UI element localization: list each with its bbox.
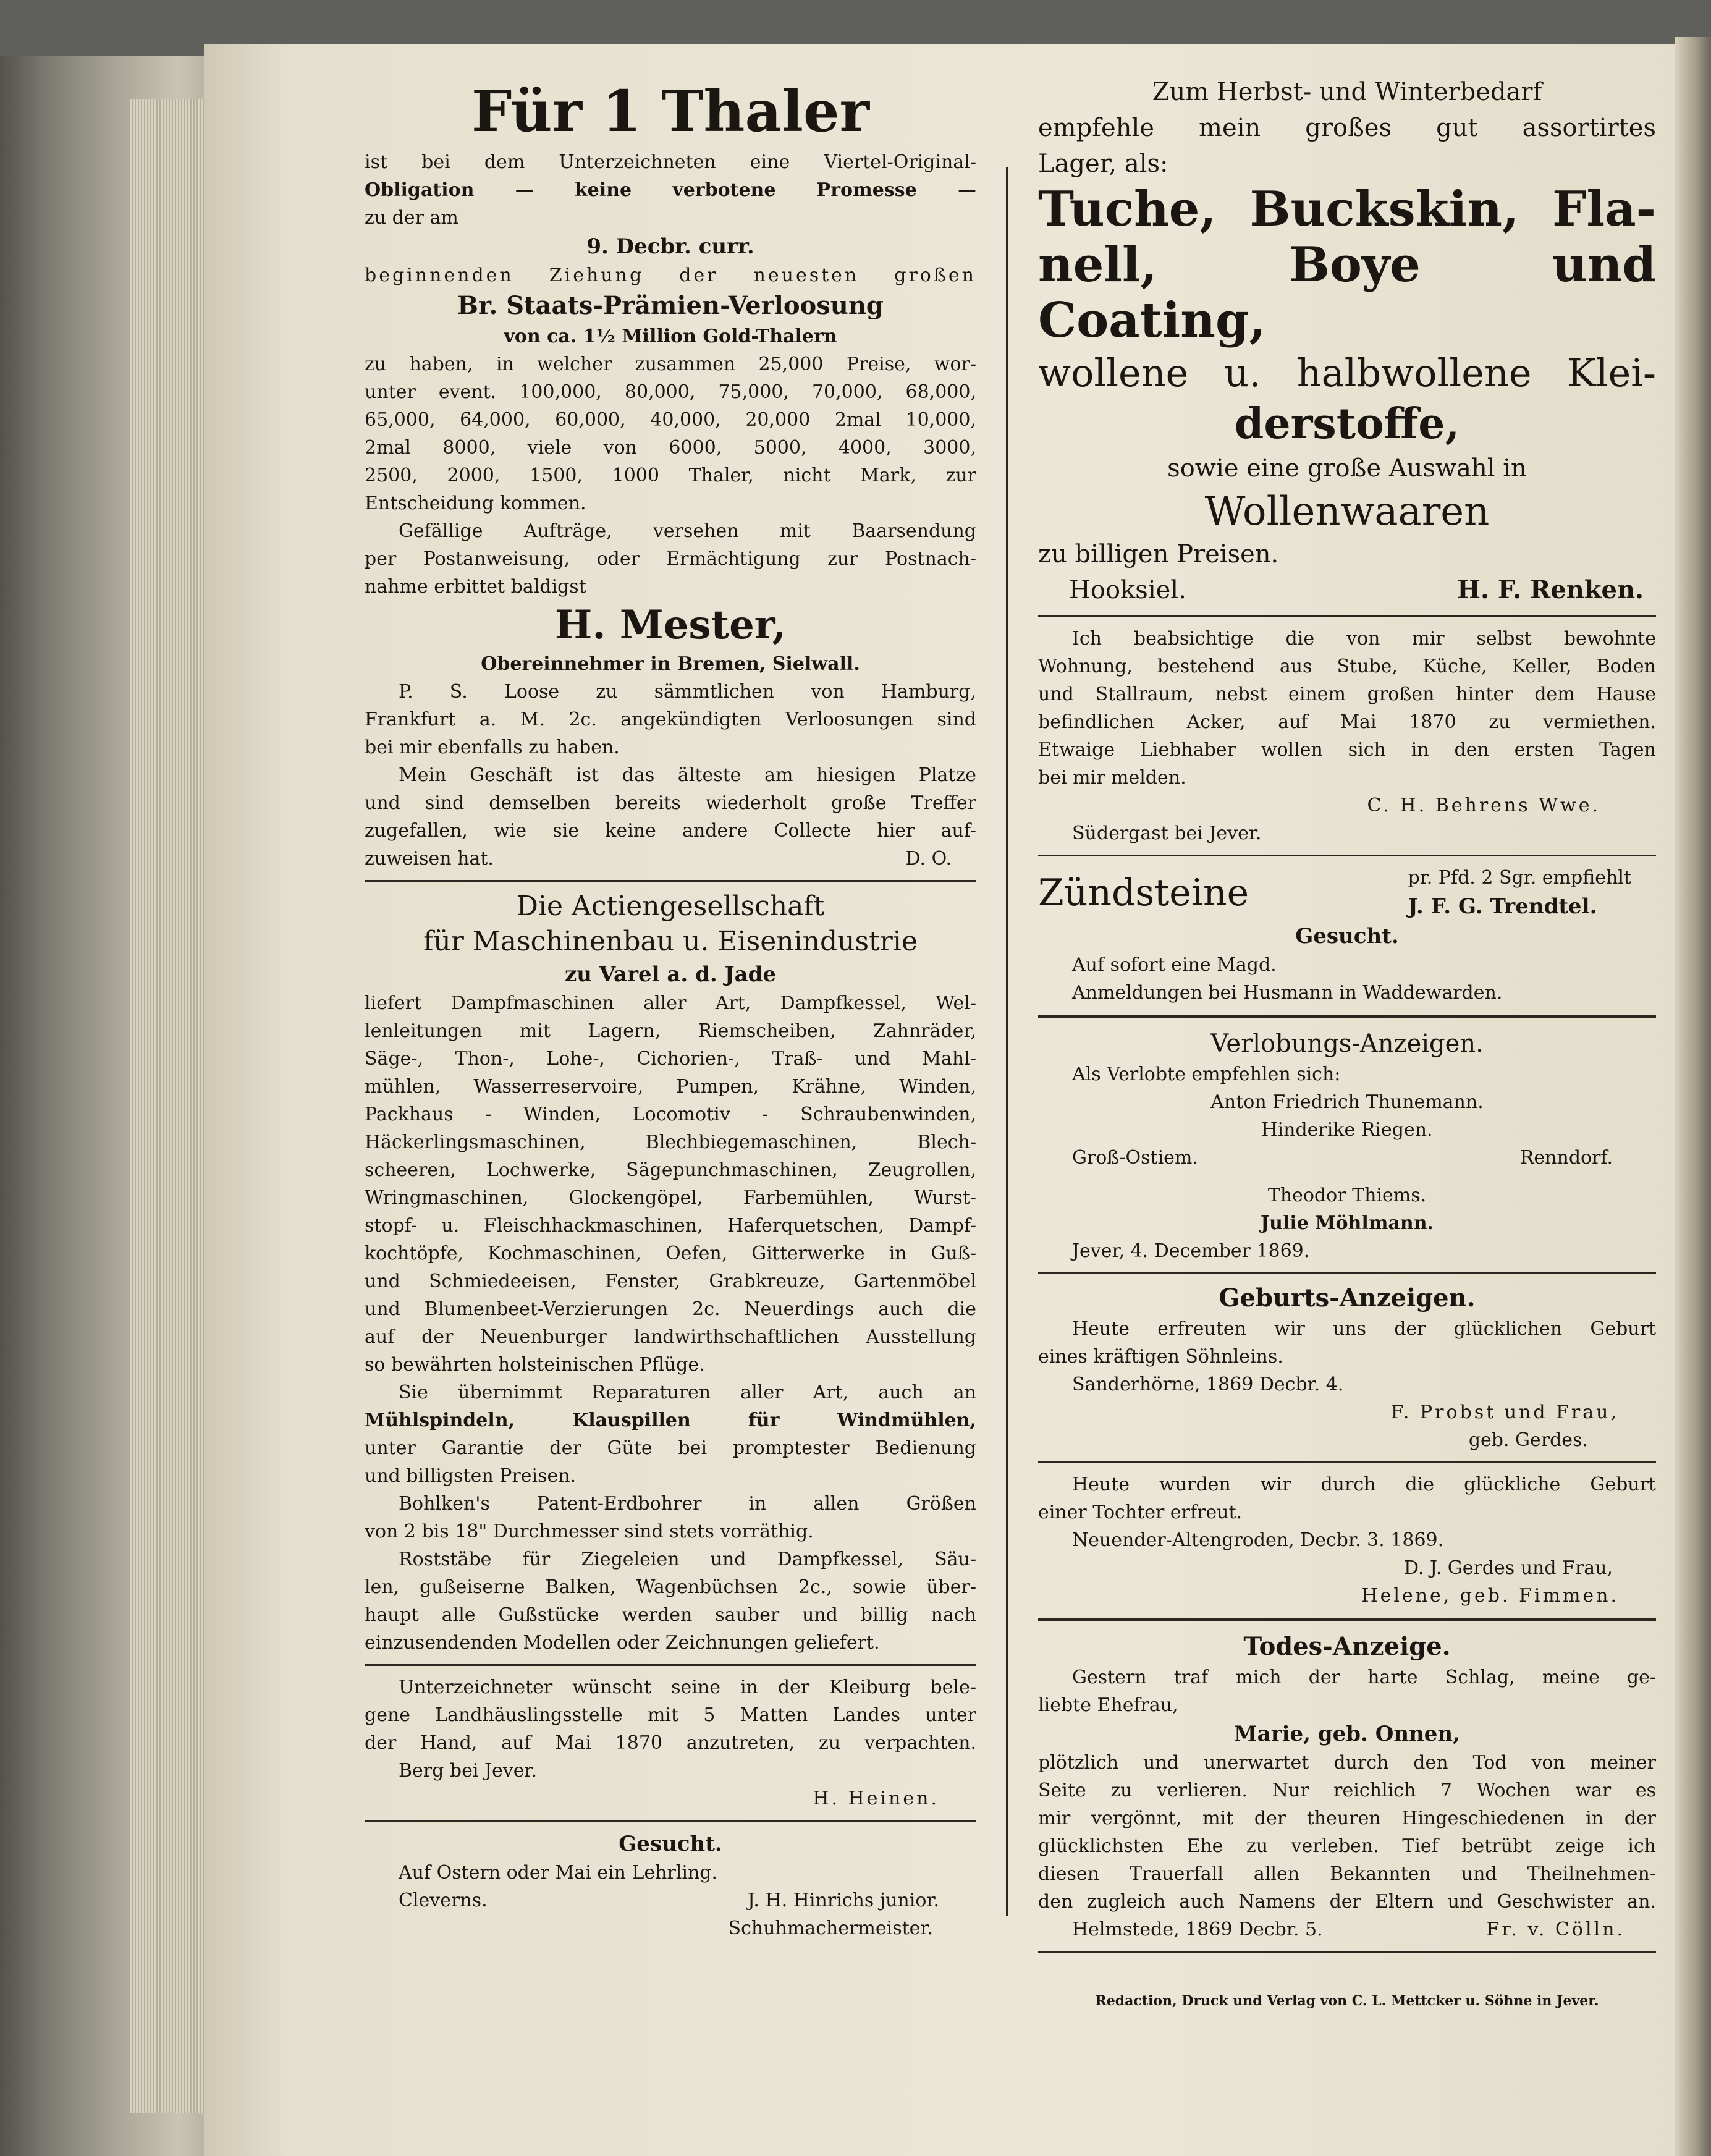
separator-rule [1038,855,1656,856]
lottery-title: Für 1 Thaler [471,78,870,145]
text-line: so bewährten holsteinischen Pflüge. [365,1354,705,1376]
text-line: auf der Neuenburger landwirthschaftlichen Ausstellung [365,1326,976,1348]
shop-signature-row [1038,572,1656,608]
text-line: diesen Trauerfall allen Bekannten und Theilnehmen- [1038,1863,1656,1885]
text-line: und billigsten Preisen. [365,1465,577,1487]
text-line: Heute erfreuten wir uns der glücklichen Geburt [1072,1318,1656,1340]
text-line: einer Tochter erfreut. [1038,1502,1243,1523]
separator-rule [365,1664,976,1666]
text-line: liefert Dampfmaschinen aller Art, Dampfkessel, Wel- [365,992,976,1014]
birth-notice-1 [1038,1315,1656,1454]
text-line: Lager, als: [1038,150,1168,178]
goods-line: zu billigen Preisen. [1038,540,1279,569]
goods-line: derstoffe, [1234,399,1460,449]
text-line: den zugleich auch Namens der Eltern und Geschwister an. [1038,1891,1656,1913]
text-line: unter Garantie der Güte bei promptester Bedienung [365,1437,976,1459]
engaged-notice [1038,1060,1656,1265]
separator-rule [1038,1272,1656,1274]
lottery-name: Br. Staats-Prämien-Verloosung [457,291,884,320]
signature: J. F. G. Trendtel. [1408,894,1597,919]
separator-rule [365,880,976,882]
matches-notice [1038,864,1656,921]
right-column [1038,74,1656,1961]
signature: geb. Gerdes. [1468,1429,1588,1451]
text-line: glücklichsten Ehe zu verleben. Tief betrübt zeige ich [1038,1835,1656,1857]
text-line: Roststäbe für Ziegeleien und Dampfkessel, Säu- [399,1549,976,1570]
column-divider [1006,167,1008,1916]
text-line: Auf sofort eine Magd. [1072,954,1277,976]
signature: D. O. [905,848,952,869]
advertiser-name: H. Mester, [554,602,787,648]
separator-rule [1038,1015,1656,1018]
place-line: Renndorf. [1519,1147,1613,1169]
text-line: unter event. 100,000, 80,000, 75,000, 70,000, 68,000, [365,381,976,403]
signature-title: Schuhmachermeister. [728,1917,933,1939]
maid-title: Gesucht. [1295,924,1399,949]
birth-notice-2 [1038,1471,1656,1610]
postscript [365,678,976,873]
goods-line: wollene u. halbwollene Klei- [1038,350,1656,395]
text-line: Wringmaschinen, Glockengöpel, Farbemühlen, Wurst- [365,1187,976,1209]
signature: Helene, geb. Fimmen. [1361,1585,1619,1607]
signature: D. J. Gerdes und Frau, [1403,1557,1613,1579]
name-line: Anton Friedrich Thunemann. [1210,1091,1484,1113]
name-line: Theodor Thiems. [1267,1185,1427,1206]
text-line: mühlen, Wasserreservoire, Pumpen, Krähne, Winden, [365,1076,976,1097]
text-line: und Schmiedeeisen, Fenster, Grabkreuze, Gartenmöbel [365,1270,976,1292]
prize-list [365,350,976,517]
imprint: Redaction, Druck und Verlag von C. L. Mettcker u. Söhne in Jever. [1095,1993,1599,2009]
left-column [365,74,976,1942]
text-line: und sind demselben bereits wiederholt große Treffer [365,792,976,814]
text-line: pr. Pfd. 2 Sgr. empfiehlt [1408,867,1631,889]
text-line: Wohnung, bestehend aus Stube, Küche, Keller, Boden [1038,656,1656,677]
matches-title: Zündsteine [1038,871,1249,915]
place-line: Cleverns. [399,1890,488,1911]
text-line: eines kräftigen Söhnleins. [1038,1346,1283,1368]
goods-line: nell, Boye und Coating, [1038,237,1656,349]
text-line: stopf- u. Fleischhackmaschinen, Haferquetschen, Dampf- [365,1215,976,1237]
goods-list [1038,182,1656,349]
separator-rule [365,1820,976,1822]
text-line: Mühlspindeln, Klauspillen für Windmühlen, [365,1410,976,1431]
text-line: Frankfurt a. M. 2c. angekündigten Verloosungen sind [365,709,976,730]
orders-text [365,517,976,601]
text-line: nahme erbittet baldigst [365,576,586,598]
text-line: haupt alle Gußstücke werden sauber und billig nach [365,1604,976,1626]
text-line: Anmeldungen bei Husmann in Waddewarden. [1072,982,1503,1004]
separator-rule [1038,1461,1656,1463]
text-line: Auf Ostern oder Mai ein Lehrling. [399,1862,718,1883]
separator-rule [1038,1618,1656,1621]
name-line: Hinderike Riegen. [1261,1119,1433,1141]
signature: H. Heinen. [813,1788,939,1809]
engaged-title: Verlobungs-Anzeigen. [1210,1029,1484,1058]
text-line: Heute wurden wir durch die glückliche Geburt [1072,1474,1656,1495]
lottery-intro [365,148,976,232]
goods-line: sowie eine große Auswahl in [1167,454,1527,483]
text-line: der Hand, auf Mai 1870 anzutreten, zu verpachten. [365,1732,976,1754]
text-line: plötzlich und unerwartet durch den Tod von meiner [1038,1752,1656,1773]
place-line: Neuender-Altengroden, Decbr. 3. 1869. [1072,1529,1444,1551]
page-edges [130,99,210,2113]
text-line: Zum Herbst- und Winterbedarf [1152,78,1542,106]
text-line: ist bei dem Unterzeichneten eine Viertel-Original- [365,151,976,173]
drawing-date: 9. Decbr. curr. [586,234,754,259]
text-line: per Postanweisung, oder Ermächtigung zur Postnach- [365,548,976,570]
text-line: kochtöpfe, Kochmaschinen, Oefen, Gitterwerke in Guß- [365,1243,976,1264]
maid-notice [1038,951,1656,1007]
text-line: empfehle mein großes gut assortirtes [1038,114,1656,142]
goods-line: Tuche, Buckskin, Fla- [1038,181,1656,237]
text-line: Sie übernimmt Reparaturen aller Art, auch an [399,1382,976,1403]
text-line: Gestern traf mich der harte Schlag, meine ge- [1072,1667,1656,1688]
name-line: Julie Möhlmann. [1260,1212,1434,1234]
right-page-edge [1675,37,1711,2156]
text-line: bei mir ebenfalls zu haben. [365,737,620,758]
text-line: Unterzeichneter wünscht seine in der Kleiburg bele- [399,1676,976,1698]
date-line: Jever, 4. December 1869. [1072,1240,1310,1262]
death-notice [1038,1664,1656,1943]
signature: Fr. v. Cölln. [1486,1919,1625,1940]
signature: H. F. Renken. [1457,575,1644,604]
place-line: Hooksiel. [1069,576,1186,604]
text-line: von 2 bis 18" Durchmesser sind stets vorräthig. [365,1521,814,1542]
text-line: beginnenden Ziehung der neuesten großen [365,264,976,286]
text-line: Bohlken's Patent-Erdbohrer in allen Größen [399,1493,976,1515]
text-line: liebte Ehefrau, [1038,1694,1178,1716]
lease-notice [365,1673,976,1812]
text-line: und Blumenbeet-Verzierungen 2c. Neuerdings auch die [365,1298,976,1320]
place-line: Helmstede, 1869 Decbr. 5. [1072,1919,1323,1940]
text-line: zu haben, in welcher zusammen 25,000 Preise, wor- [365,353,976,375]
separator-rule [1038,615,1656,617]
advertiser-title: Obereinnehmer in Bremen, Sielwall. [481,653,860,675]
text-line: Säge-, Thon-, Lohe-, Cichorien-, Traß- und Mahl- [365,1048,976,1070]
lottery-subtitle: von ca. 1½ Million Gold-Thalern [504,326,837,347]
text-line: len, gußeiserne Balken, Wagenbüchsen 2c., sowie über- [365,1576,976,1598]
birth-title: Geburts-Anzeigen. [1219,1283,1476,1313]
text-line: Packhaus - Winden, Locomotiv - Schraubenwinden, [365,1104,976,1125]
separator-rule [1038,1951,1656,1953]
text-line: gene Landhäuslingsstelle mit 5 Matten Landes unter [365,1704,976,1726]
company-body [365,989,976,1657]
place-line: Südergast bei Jever. [1072,822,1262,844]
deceased-name: Marie, geb. Onnen, [1234,1722,1460,1746]
text-line: Häckerlingsmaschinen, Blechbiegemaschinen, Blech- [365,1131,976,1153]
company-place: zu Varel a. d. Jade [564,962,777,987]
death-title: Todes-Anzeige. [1243,1632,1451,1661]
text-line: P. S. Loose zu sämmtlichen von Hamburg, [399,681,976,703]
text-line: Ich beabsichtige die von mir selbst bewohnte [1072,628,1656,649]
text-line: Etwaige Liebhaber wollen sich in den ersten Tagen [1038,739,1656,761]
place-line: Sanderhörne, 1869 Decbr. 4. [1072,1374,1344,1395]
text-line: 2500, 2000, 1500, 1000 Thaler, nicht Mark, zur [365,465,976,486]
text-line: Gefällige Aufträge, versehen mit Baarsendung [399,520,976,542]
place-line: Berg bei Jever. [399,1760,538,1782]
text-line: und Stallraum, nebst einem großen hinter dem Hause [1038,683,1656,705]
text-line: zuweisen hat. [365,848,494,869]
rent-notice [1038,625,1656,847]
text-line: zugefallen, wie sie keine andere Collecte hier auf- [365,820,976,842]
signature: F. Probst und Frau, [1390,1401,1619,1423]
company-title: Die Actiengesellschaft [516,890,825,922]
text-line: Entscheidung kommen. [365,492,586,514]
text-line: Als Verlobte empfehlen sich: [1072,1063,1341,1085]
text-line: Mein Geschäft ist das älteste am hiesigen Platze [399,764,976,786]
text-line: befindlichen Acker, auf Mai 1870 zu vermiethen. [1038,711,1656,733]
text-line: einzusendenden Modellen oder Zeichnungen geliefert. [365,1632,880,1654]
goods-line: Wollenwaaren [1204,489,1490,535]
text-line: bei mir melden. [1038,767,1186,788]
text-line: 65,000, 64,000, 60,000, 40,000, 20,000 2mal 10,000, [365,409,976,431]
text-line: mir vergönnt, mit der theuren Hingeschiedenen in der [1038,1807,1656,1829]
signature: J. H. Hinrichs junior. [747,1890,939,1911]
signature: C. H. Behrens Wwe. [1367,795,1600,816]
wanted-title: Gesucht. [619,1832,722,1856]
text-line: zu der am [365,207,458,229]
text-line: 2mal 8000, viele von 6000, 5000, 4000, 3000, [365,437,976,459]
company-title-2: für Maschinenbau u. Eisenindustrie [423,926,918,957]
shop-intro [1038,74,1656,182]
text-line: lenleitungen mit Lagern, Riemscheiben, Zahnräder, [365,1020,976,1042]
text-line: Seite zu verlieren. Nur reichlich 7 Wochen war es [1038,1780,1656,1801]
wanted-notice [365,1859,976,1942]
place-line: Groß-Ostiem. [1072,1147,1198,1169]
text-line: Obligation — keine verbotene Promesse — [365,179,976,201]
text-line: scheeren, Lochwerke, Sägepunchmaschinen, Zeugrollen, [365,1159,976,1181]
